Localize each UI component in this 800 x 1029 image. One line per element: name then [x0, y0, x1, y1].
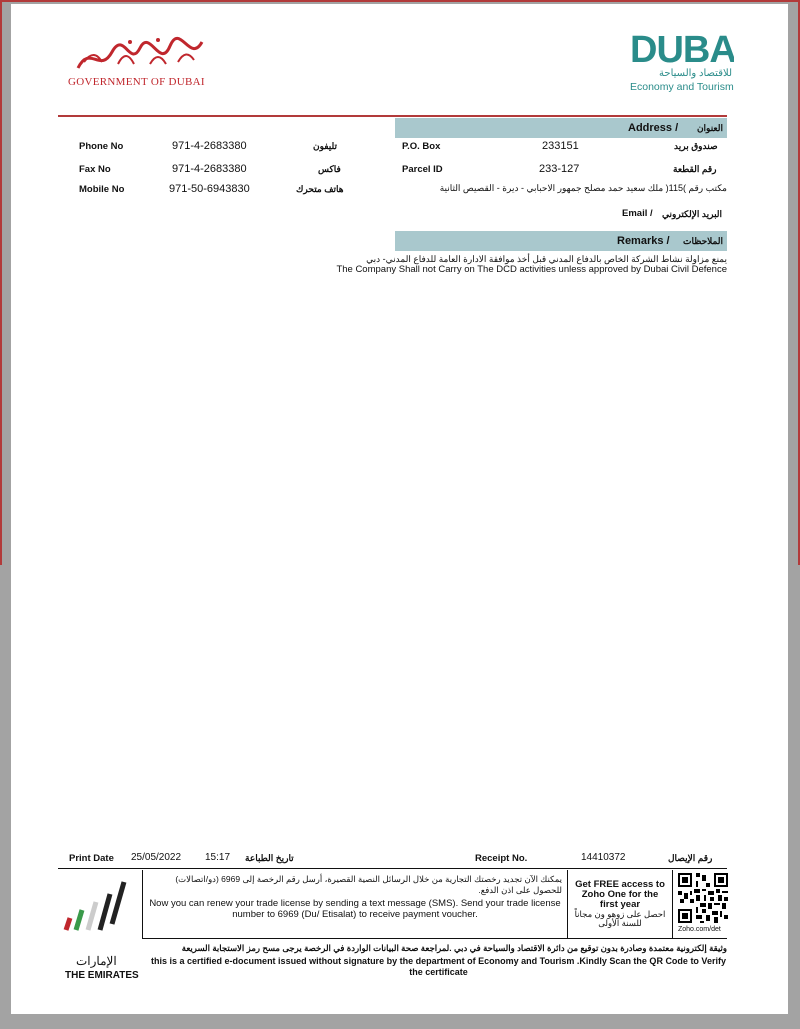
det-arabic-name: للاقتصاد والسياحة: [659, 68, 732, 79]
address-section-bar: [395, 118, 727, 138]
remark-text-ar: يمنع مزاولة نشاط الشركة الخاص بالدفاع المدني قبل أخذ موافقة الادارة العامة للدفاع المدني- دبي: [366, 254, 727, 264]
emirates-text-ar: الإمارات: [76, 954, 117, 968]
footer-info-box: [142, 870, 727, 938]
parcel-value: 233-127: [539, 163, 580, 175]
footer-bottom-divider: [142, 938, 727, 939]
remarks-title: Remarks /: [617, 235, 670, 247]
phone-label-ar: تليفون: [313, 141, 338, 151]
certification-text-en: this is a certified e-document issued without signature by the department of Economy and Tourism .Kindly Scan the QR Code to Verify the certificate: [151, 956, 726, 977]
left-border: [0, 0, 2, 565]
remarks-section-bar: [395, 231, 727, 251]
certification-text-ar: وثيقة إلكترونية معتمدة وصادرة بدون توقيع من دائرة الاقتصاد والسياحة في دبي .لمراجعة صحة البيانات الواردة في الرخصة يرجى مسح رمز الاستجابة السريعة: [181, 943, 727, 953]
sms-renew-text-ar: يمكنك الآن تجديد رخصتك التجارية من خلال الرسائل النصية القصيرة، أرسل رقم الرخصة إلى 6969 (دو/اتصالات) للحصول على اذن الدفع.: [175, 874, 562, 895]
parcel-label-ar: رقم القطعة: [673, 164, 717, 174]
email-label-ar: البريد الإلكتروني: [662, 209, 723, 219]
receipt-value: 14410372: [581, 852, 626, 863]
fax-label-ar: فاكس: [318, 164, 341, 174]
zoho-offer-ar: احصل على زوهو ون مجاناً للسنة الأولى: [574, 909, 666, 928]
pobox-label: P.O. Box: [402, 141, 441, 152]
footer-left-separator: [142, 870, 143, 938]
remark-text-en: The Company Shall not Carry on The DCD activities unless approved by Dubai Civil Defence: [336, 264, 727, 275]
sms-renew-text-en: Now you can renew your trade license by sending a text message (SMS). Send your trade license number to 6969 (Du/ Etisalat) to receive payment voucher.: [149, 898, 561, 920]
parcel-label: Parcel ID: [402, 164, 443, 175]
email-label: Email /: [622, 208, 653, 219]
footer-middle-separator: [567, 870, 568, 938]
mobile-label: Mobile No: [79, 184, 125, 195]
dubai-det-logo: [630, 28, 734, 68]
emirates-text-en: THE EMIRATES: [65, 970, 139, 981]
address-text-ar: مكتب رقم )115( ملك سعيد حمد مصلح جمهور الاحبابي - ديرة - القصيص الثانية: [439, 183, 727, 193]
zoho-url[interactable]: Zoho.com/det: [678, 926, 721, 933]
address-title-ar: العنوان: [696, 123, 723, 133]
the-emirates-logo: [62, 878, 134, 938]
phone-label: Phone No: [79, 141, 124, 152]
remarks-title-ar: الملاحظات: [683, 236, 723, 246]
print-date-label-ar: تاريخ الطباعة: [245, 853, 294, 863]
verification-qr-code[interactable]: [678, 873, 728, 923]
print-time-value: 15:17: [205, 852, 231, 863]
fax-label: Fax No: [79, 164, 111, 175]
footer-right-separator: [672, 870, 673, 938]
receipt-label: Receipt No.: [475, 853, 528, 864]
footer-divider: [58, 868, 727, 869]
print-date-label: Print Date: [69, 853, 114, 864]
government-of-dubai-text: GOVERNMENT OF DUBAI: [68, 76, 205, 88]
fax-value: 971-4-2683380: [172, 163, 247, 175]
pobox-label-ar: صندوق بريد: [674, 141, 718, 151]
address-title: Address /: [628, 122, 679, 134]
top-border: [0, 0, 800, 2]
zoho-offer-en: Get FREE access to Zoho One for the first year: [575, 879, 665, 910]
pobox-value: 233151: [542, 140, 579, 152]
print-date-value: 25/05/2022: [131, 852, 182, 863]
mobile-value: 971-50-6943830: [169, 183, 250, 195]
mobile-label-ar: هاتف متحرك: [296, 184, 344, 194]
phone-value: 971-4-2683380: [172, 140, 247, 152]
det-english-name: Economy and Tourism: [630, 81, 734, 93]
header-divider: [58, 115, 727, 117]
dubai-logo-text: DUBAI: [630, 29, 734, 68]
receipt-label-ar: رقم الإيصال: [668, 853, 713, 863]
